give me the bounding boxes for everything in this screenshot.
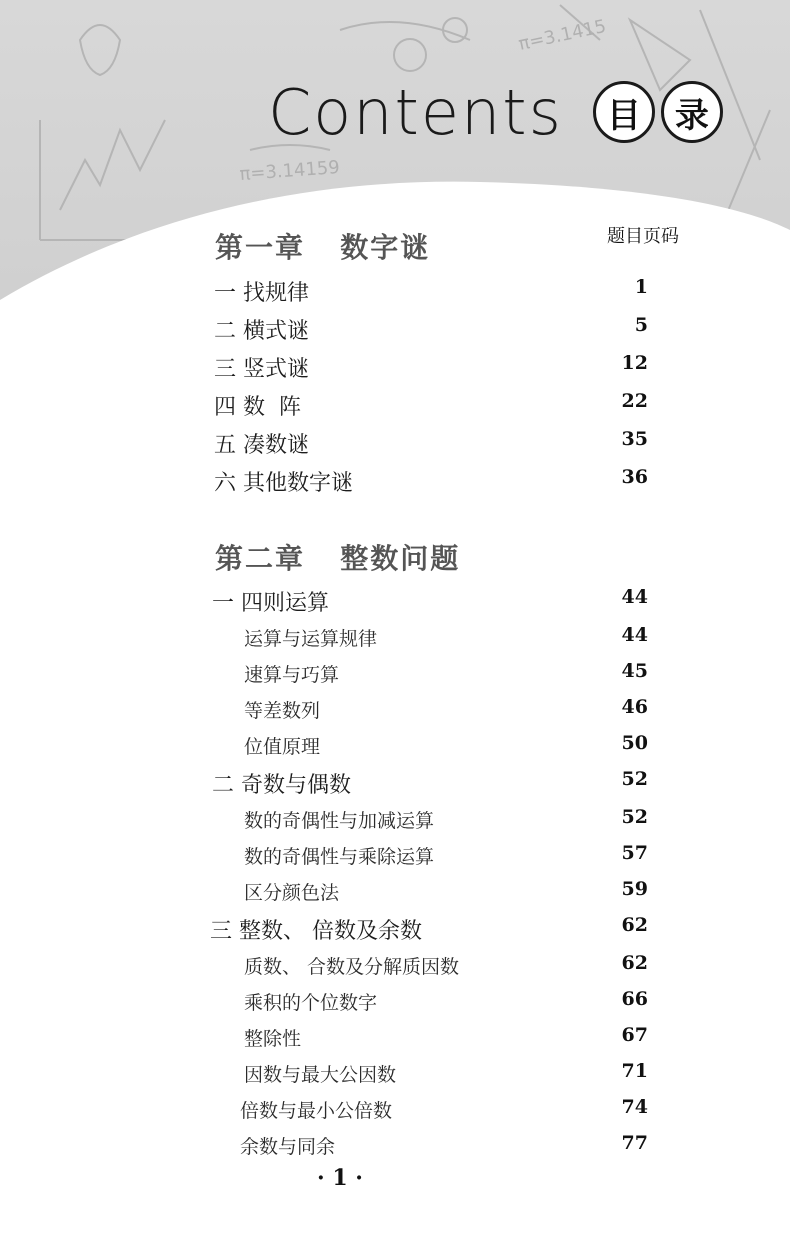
svg-text:π=3.1415: π=3.1415 [516, 15, 609, 55]
toc-row[interactable] [0, 586, 790, 620]
toc-page: 67 [621, 1024, 648, 1046]
toc-page: 44 [621, 624, 648, 646]
toc-page: 45 [621, 660, 648, 682]
toc-subrow[interactable] [0, 988, 790, 1022]
toc-page: 52 [621, 768, 648, 790]
toc-label: 二 奇数与偶数 [212, 773, 351, 798]
toc-subrow[interactable] [0, 952, 790, 986]
toc-label: 质数、 合数及分解质因数 [244, 956, 460, 978]
toc-row[interactable] [0, 428, 790, 462]
footer-page-number: · 1 · [317, 1165, 363, 1191]
page-column-label: 题目页码 [607, 226, 679, 247]
toc-label: 等差数列 [244, 700, 321, 722]
toc-label: 速算与巧算 [244, 664, 340, 686]
contents-title [268, 72, 723, 152]
toc-page: 12 [621, 352, 648, 374]
title-char-2: 录 [661, 81, 723, 143]
toc-label: 六 其他数字谜 [214, 471, 353, 496]
toc-page: 59 [621, 878, 648, 900]
toc-page: 77 [621, 1132, 648, 1154]
toc-page: 62 [621, 952, 648, 974]
toc-subrow[interactable] [0, 1096, 790, 1130]
toc-page: 62 [621, 914, 648, 936]
toc-subrow[interactable] [0, 660, 790, 694]
svg-text:π=3.14159: π=3.14159 [238, 157, 341, 185]
toc-subrow[interactable] [0, 842, 790, 876]
toc-label: 数的奇偶性与加减运算 [244, 810, 435, 832]
title-chinese [593, 81, 723, 143]
toc-page: 71 [621, 1060, 648, 1082]
toc-row[interactable] [0, 276, 790, 310]
toc-label: 位值原理 [244, 736, 321, 758]
toc-label: 运算与运算规律 [244, 628, 378, 650]
toc-page: 52 [621, 806, 648, 828]
toc-page: 46 [621, 696, 648, 718]
toc-label: 因数与最大公因数 [244, 1064, 397, 1086]
toc-label: 一 四则运算 [212, 591, 329, 616]
toc-page: 1 [634, 276, 648, 298]
toc-subrow[interactable] [0, 624, 790, 658]
toc-label: 余数与同余 [240, 1136, 336, 1158]
toc-row[interactable] [0, 352, 790, 386]
toc-label: 二 横式谜 [214, 319, 309, 344]
toc-page: 35 [621, 428, 648, 450]
toc-page: 5 [634, 314, 648, 336]
toc-row[interactable] [0, 466, 790, 500]
toc-subrow[interactable] [0, 696, 790, 730]
toc-subrow[interactable] [0, 1024, 790, 1058]
title-english: Contents [268, 75, 563, 149]
toc-subrow[interactable] [0, 1132, 790, 1166]
toc-subrow[interactable] [0, 1060, 790, 1094]
toc-label: 三 整数、 倍数及余数 [210, 919, 422, 944]
toc-label: 乘积的个位数字 [244, 992, 378, 1014]
toc-page: 74 [621, 1096, 648, 1118]
toc-page: 57 [621, 842, 648, 864]
toc-row[interactable] [0, 390, 790, 424]
toc-label: 五 凑数谜 [214, 433, 309, 458]
toc-row[interactable] [0, 914, 790, 948]
toc-row[interactable] [0, 768, 790, 802]
toc-page: 50 [621, 732, 648, 754]
toc-label: 数的奇偶性与乘除运算 [244, 846, 435, 868]
toc-subrow[interactable] [0, 878, 790, 912]
title-char-1: 目 [593, 81, 655, 143]
toc-page: 66 [621, 988, 648, 1010]
toc-page: 36 [621, 466, 648, 488]
toc-label: 三 竖式谜 [214, 357, 309, 382]
toc-label: 区分颜色法 [244, 882, 340, 904]
toc-subrow[interactable] [0, 806, 790, 840]
toc-label: 整除性 [244, 1028, 302, 1050]
chapter-heading: 第二章 整数问题 [215, 542, 461, 575]
toc-label: 倍数与最小公倍数 [240, 1100, 393, 1122]
toc-row[interactable] [0, 314, 790, 348]
toc-subrow[interactable] [0, 732, 790, 766]
toc-label: 一 找规律 [214, 281, 309, 306]
toc-page: 44 [621, 586, 648, 608]
toc-page: 22 [621, 390, 648, 412]
chapter-heading: 第一章 数字谜 [215, 231, 431, 264]
toc-label: 四 数 阵 [214, 395, 301, 420]
